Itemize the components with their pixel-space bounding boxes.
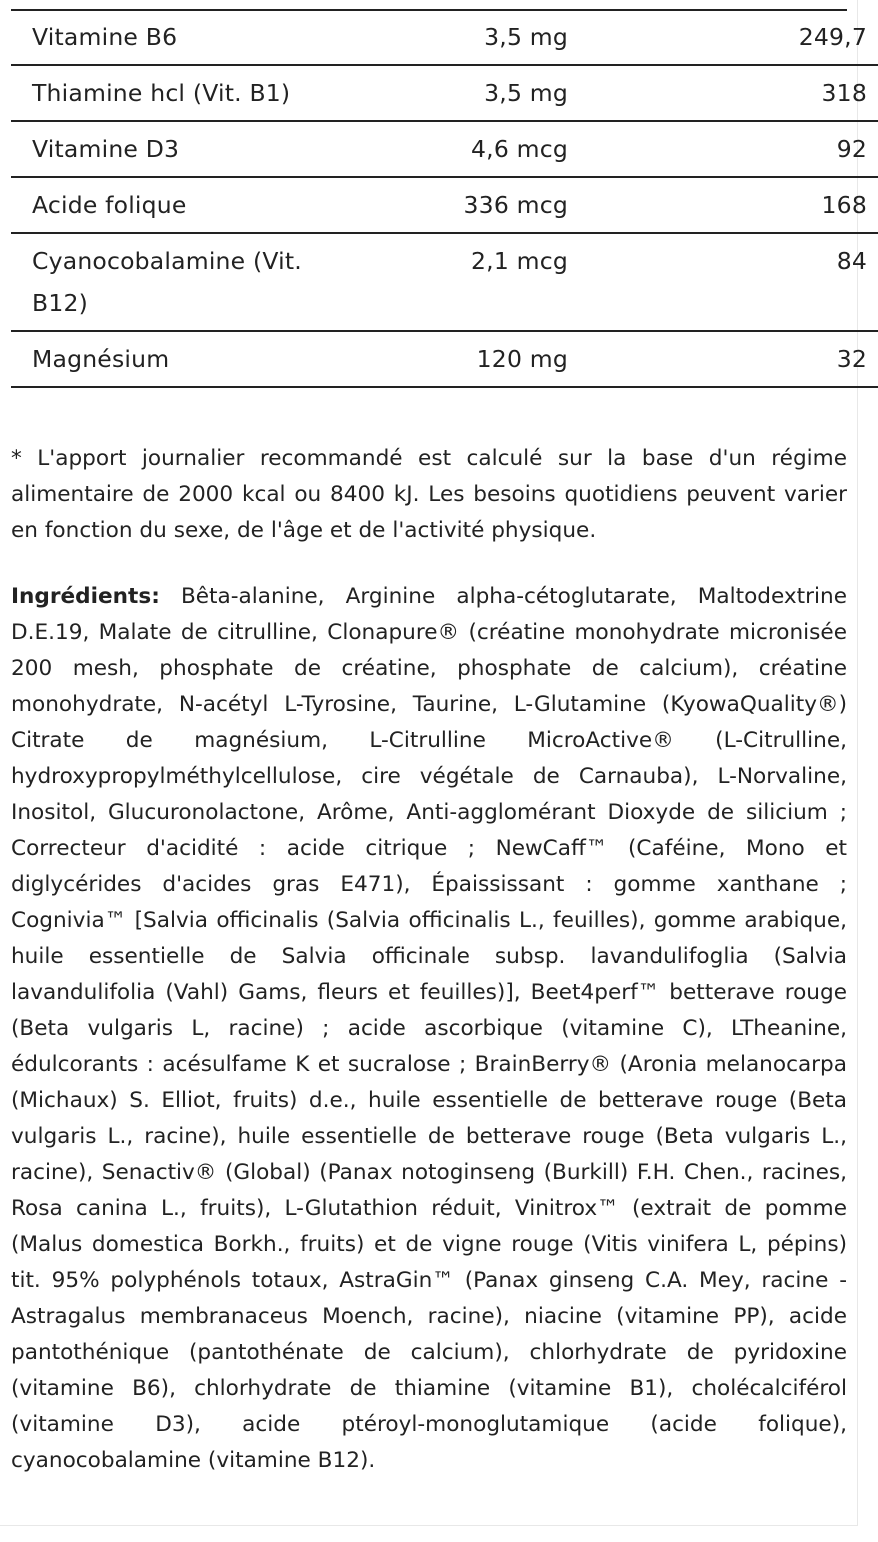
- nutrient-name: Acide folique: [11, 177, 312, 233]
- nutrient-name: Cyanocobalamine (Vit. B12): [11, 233, 312, 331]
- nutrient-amount: 2,1 mcg: [312, 233, 568, 331]
- table-row: [11, 233, 878, 331]
- nutrient-amount: 3,5 mg: [312, 10, 568, 65]
- nutrient-reference-value: 249,7: [568, 10, 878, 65]
- daily-intake-footnote: * L'apport journalier recommandé est calculé sur la base d'un régime alimentaire de 2000 kcal ou 8400 kJ. Les besoins quotidiens peuvent varier en fonction du sexe, de l'âge et de l'activité physique.: [11, 446, 847, 543]
- table-row: [11, 121, 878, 177]
- ingredients-paragraph: [11, 579, 847, 1479]
- table-row: [11, 10, 878, 65]
- table-row: [11, 331, 878, 387]
- nutrient-reference-value: 32: [568, 331, 878, 387]
- nutrient-amount: 4,6 mcg: [312, 121, 568, 177]
- ingredients-label: Ingrédients:: [11, 584, 160, 609]
- nutrient-name: Vitamine B6: [11, 10, 312, 65]
- nutrient-name: Thiamine hcl (Vit. B1): [11, 65, 312, 121]
- nutrient-amount: 336 mcg: [312, 177, 568, 233]
- nutrient-reference-value: 168: [568, 177, 878, 233]
- nutrient-reference-value: 84: [568, 233, 878, 331]
- ingredients-text: Bêta-alanine, Arginine alpha-cétoglutarate, Maltodextrine D.E.19, Malate de citrulline, Clonapure® (créatine monohydrate micronisée 200 mesh, phosphate de créatine, phosphate de calcium), créatine monohydrate, N-acétyl L-Tyrosine, Taurine, L-Glutamine (KyowaQuality®) Citrate de magnésium, L-Citrulline MicroActive® (L-Citrulline, hydroxypropylméthylcellulose, cire végétale de Carnauba), L-Norvaline, Inositol, Glucuronolactone, Arôme, Anti-agglomérant Dioxyde de silicium ; Correcteur d'acidité : acide citrique ; NewCaff™ (Caféine, Mono et diglycérides d'acides gras E471), Épaississant : gomme xanthane ; Cognivia™ [Salvia officinalis (Salvia officinalis L., feuilles), gomme arabique, huile essentielle de Salvia officinale subsp. lavandulifoglia (Salvia lavandulifolia (Vahl) Gams, fleurs et feuilles)], Beet4perf™ betterave rouge (Beta vulgaris L, racine) ; acide ascorbique (vitamine C), LTheanine, édulcorants : acésulfame K et sucralose ; BrainBerry® (Aronia melanocarpa (Michaux) S. Elliot, fruits) d.e., huile essentielle de betterave rouge (Beta vulgaris L., racine), huile essentielle de betterave rouge (Beta vulgaris L., racine), Senactiv® (Global) (Panax notoginseng (Burkill) F.H. Chen., racines, Rosa canina L., fruits), L-Glutathion réduit, Vinitrox™ (extrait de pomme (Malus domestica Borkh., fruits) et de vigne rouge (Vitis vinifera L, pépins) tit. 95% polyphénols totaux, AstraGin™ (Panax ginseng C.A. Mey, racine - Astragalus membranaceus Moench, racine), niacine (vitamine PP), acide pantothénique (pantothénate de calcium), chlorhydrate de pyridoxine (vitamine B6), chlorhydrate de thiamine (vitamine B1), cholécalciférol (vitamine D3), acide ptéroyl-monoglutamique (acide folique), cyanocobalamine (vitamine B12).: [11, 584, 847, 1473]
- table-row: [11, 177, 878, 233]
- nutrient-amount: 3,5 mg: [312, 65, 568, 121]
- table-row: [11, 65, 878, 121]
- nutrient-name: Vitamine D3: [11, 121, 312, 177]
- nutrition-table: [11, 10, 878, 388]
- nutrient-reference-value: 92: [568, 121, 878, 177]
- nutrient-name: Magnésium: [11, 331, 312, 387]
- nutrient-amount: 120 mg: [312, 331, 568, 387]
- nutrient-reference-value: 318: [568, 65, 878, 121]
